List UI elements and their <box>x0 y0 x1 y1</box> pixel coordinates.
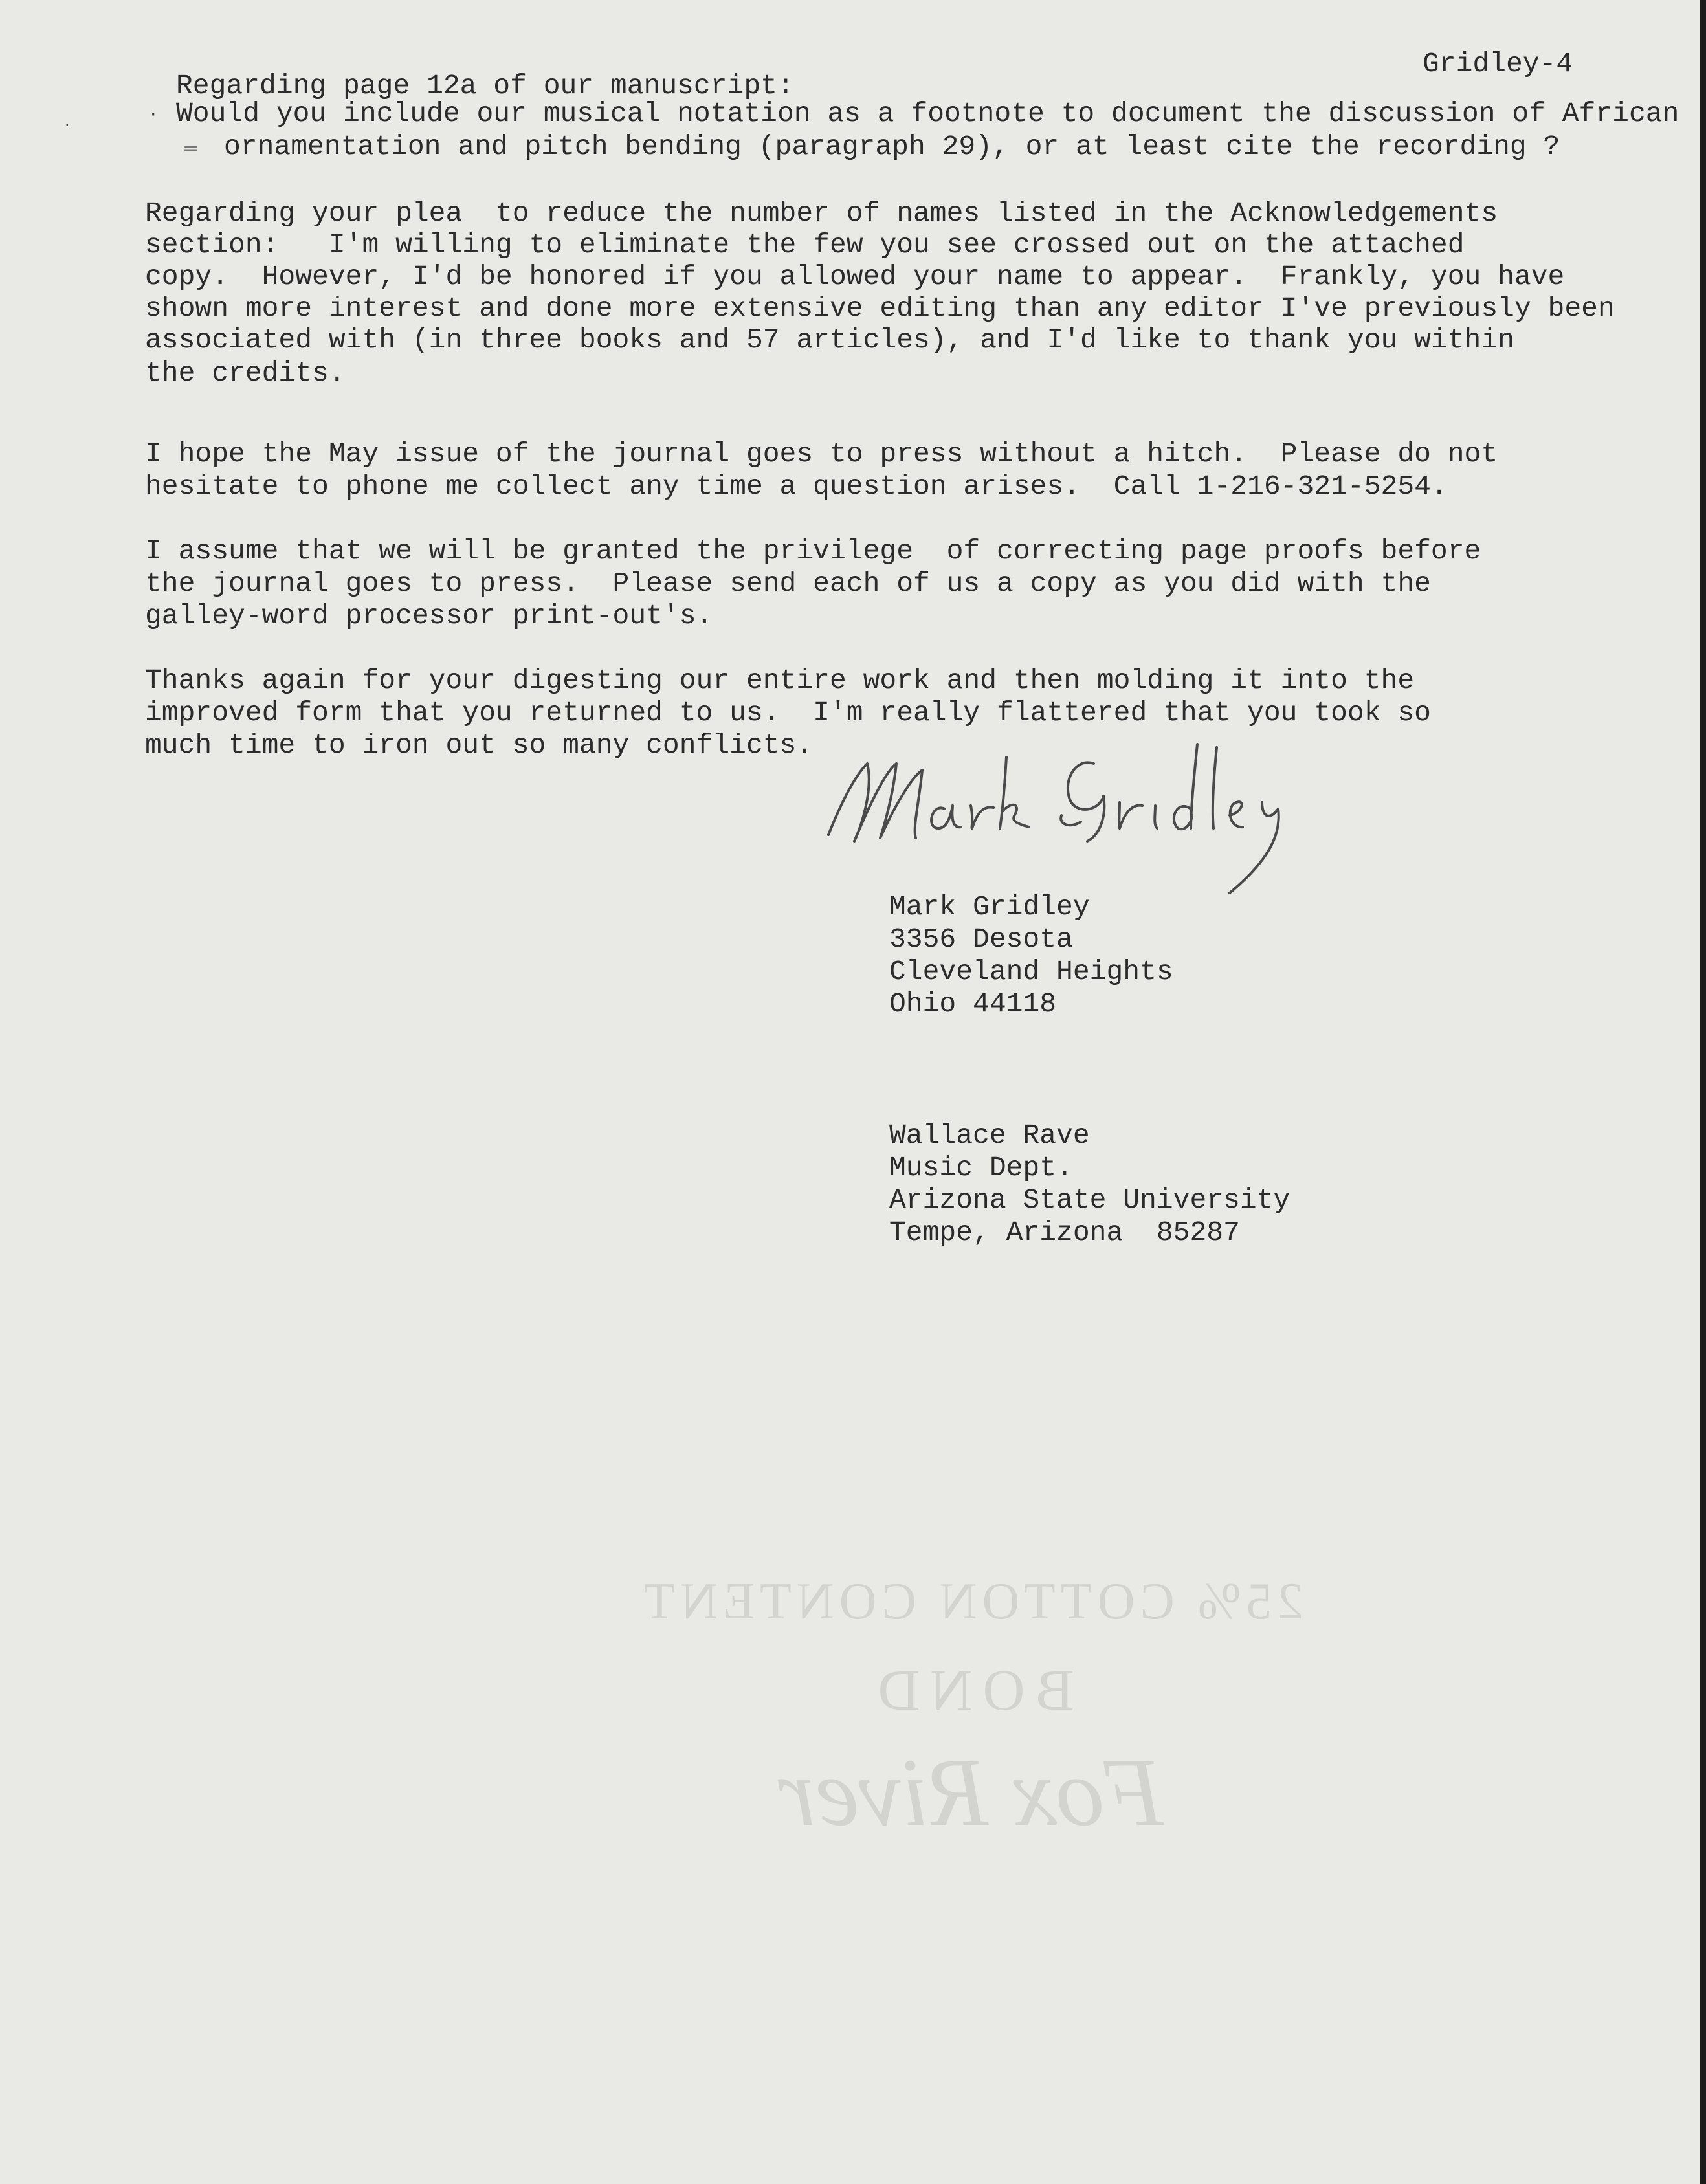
handwritten-signature <box>815 731 1333 899</box>
signature-stroke <box>971 806 993 828</box>
text-line: improved form that you returned to us. I'm really flattered that you took so <box>145 697 1431 729</box>
signature-stroke <box>1230 802 1279 893</box>
recipient-city-state-zip: Tempe, Arizona 85287 <box>889 1217 1240 1248</box>
text-line: Regarding page 12a of our manuscript: <box>176 70 794 102</box>
text-line: galley-word processor print-out's. <box>145 600 713 632</box>
text-line: associated with (in three books and 57 articles), and I'd like to thank you within <box>145 324 1514 356</box>
recipient-institution: Arizona State University <box>889 1184 1291 1216</box>
scan-edge <box>1700 0 1706 2184</box>
watermark-line: 25% COTTON CONTENT <box>638 1573 1303 1630</box>
watermark-line: Fox River <box>778 1739 1164 1846</box>
signature-stroke <box>1061 762 1104 841</box>
text-line: hesitate to phone me collect any time a question arises. Call 1-216-321-5254. <box>145 470 1448 502</box>
signature-stroke <box>1174 744 1197 829</box>
watermark-bleed-through <box>582 1572 1359 2025</box>
page-number-label: Gridley-4 <box>1423 48 1573 80</box>
margin-mark: · <box>150 104 157 126</box>
signature-stroke <box>1000 757 1029 828</box>
text-line: copy. However, I'd be honored if you allowed your name to appear. Frankly, you have <box>145 261 1565 292</box>
sender-street: 3356 Desota <box>889 923 1073 955</box>
signature-stroke <box>1213 747 1217 828</box>
signature-stroke <box>1119 802 1142 828</box>
recipient-name: Wallace Rave <box>889 1120 1090 1151</box>
text-line: I assume that we will be granted the privilege of correcting page proofs before <box>145 535 1481 567</box>
sender-city: Cleveland Heights <box>889 956 1173 987</box>
sender-name: Mark Gridley <box>889 891 1090 923</box>
signature-stroke <box>931 806 961 828</box>
text-line: ornamentation and pitch bending (paragraph 29), or at least cite the recording ? <box>224 131 1560 162</box>
text-line: the credits. <box>145 357 346 389</box>
text-line: the journal goes to press. Please send each of us a copy as you did with the <box>145 568 1431 599</box>
text-line: Thanks again for your digesting our entire work and then molding it into the <box>145 665 1415 696</box>
text-line: Would you include our musical notation as a footnote to document the discussion of African <box>176 98 1679 129</box>
signature-stroke <box>1155 806 1157 828</box>
text-line: Regarding your plea to reduce the number of names listed in the Acknowledgements <box>145 197 1498 229</box>
signature-stroke <box>1230 802 1243 827</box>
margin-mark: = <box>183 137 199 160</box>
text-line: shown more interest and done more extensive editing than any editor I've previously been <box>145 292 1615 324</box>
margin-mark: · <box>65 116 70 135</box>
text-line: I hope the May issue of the journal goes to press without a hitch. Please do not <box>145 438 1498 470</box>
sender-state-zip: Ohio 44118 <box>889 988 1057 1020</box>
text-line: much time to iron out so many conflicts. <box>145 729 814 761</box>
watermark-line: BOND <box>867 1659 1074 1723</box>
signature-stroke <box>828 764 922 841</box>
recipient-dept: Music Dept. <box>889 1152 1073 1184</box>
text-line: section: I'm willing to eliminate the few you see crossed out on the attached <box>145 229 1465 261</box>
